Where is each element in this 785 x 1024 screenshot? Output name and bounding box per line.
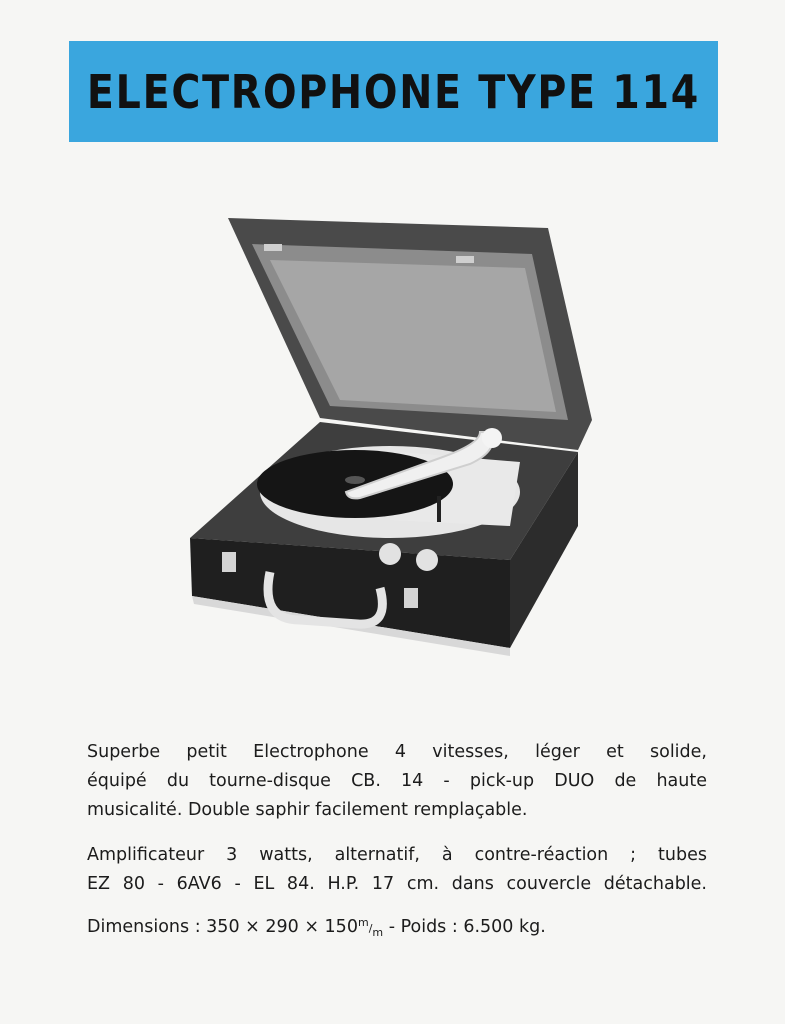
tonearm-pivot [482, 428, 502, 448]
dimensions-value: 350 × 290 × 150 [206, 917, 358, 937]
lid-latch-right [456, 256, 474, 263]
dimensions-line [87, 913, 707, 943]
description-line: Amplificateur 3 watts, alternatif, à contre-réaction ; tubes [87, 845, 707, 865]
dimensions-unit: m/m [357, 916, 384, 939]
description-paragraph-1 [87, 738, 707, 825]
description-line: musicalité. Double saphir facilement remplaçable. [87, 800, 528, 820]
knob-left [379, 543, 401, 565]
description-paragraph-2 [87, 841, 707, 899]
dimensions-label: Dimensions [87, 917, 190, 937]
title-banner [69, 41, 718, 142]
unit-bottom: m [372, 926, 384, 939]
description-line: Superbe petit Electrophone 4 vitesses, léger et solide, [87, 742, 707, 762]
clasp-left [222, 552, 236, 572]
speed-spindle [437, 496, 441, 522]
record-label [345, 476, 365, 484]
page-title: ELECTROPHONE TYPE 114 [86, 64, 701, 119]
dimensions-separator: : [189, 917, 207, 937]
description-line: EZ 80 - 6AV6 - EL 84. H.P. 17 cm. dans couvercle détachable. [87, 874, 707, 894]
weight-separator: : [446, 917, 464, 937]
weight-label: - Poids [383, 917, 447, 937]
knob-right [416, 549, 438, 571]
description-line: équipé du tourne-disque CB. 14 - pick-up DUO de haute [87, 771, 707, 791]
lid-latch-left [264, 244, 282, 251]
clasp-right [404, 588, 418, 608]
weight-value: 6.500 kg. [463, 917, 546, 937]
unit-top: m [357, 916, 369, 929]
record-player-illustration [180, 200, 600, 670]
